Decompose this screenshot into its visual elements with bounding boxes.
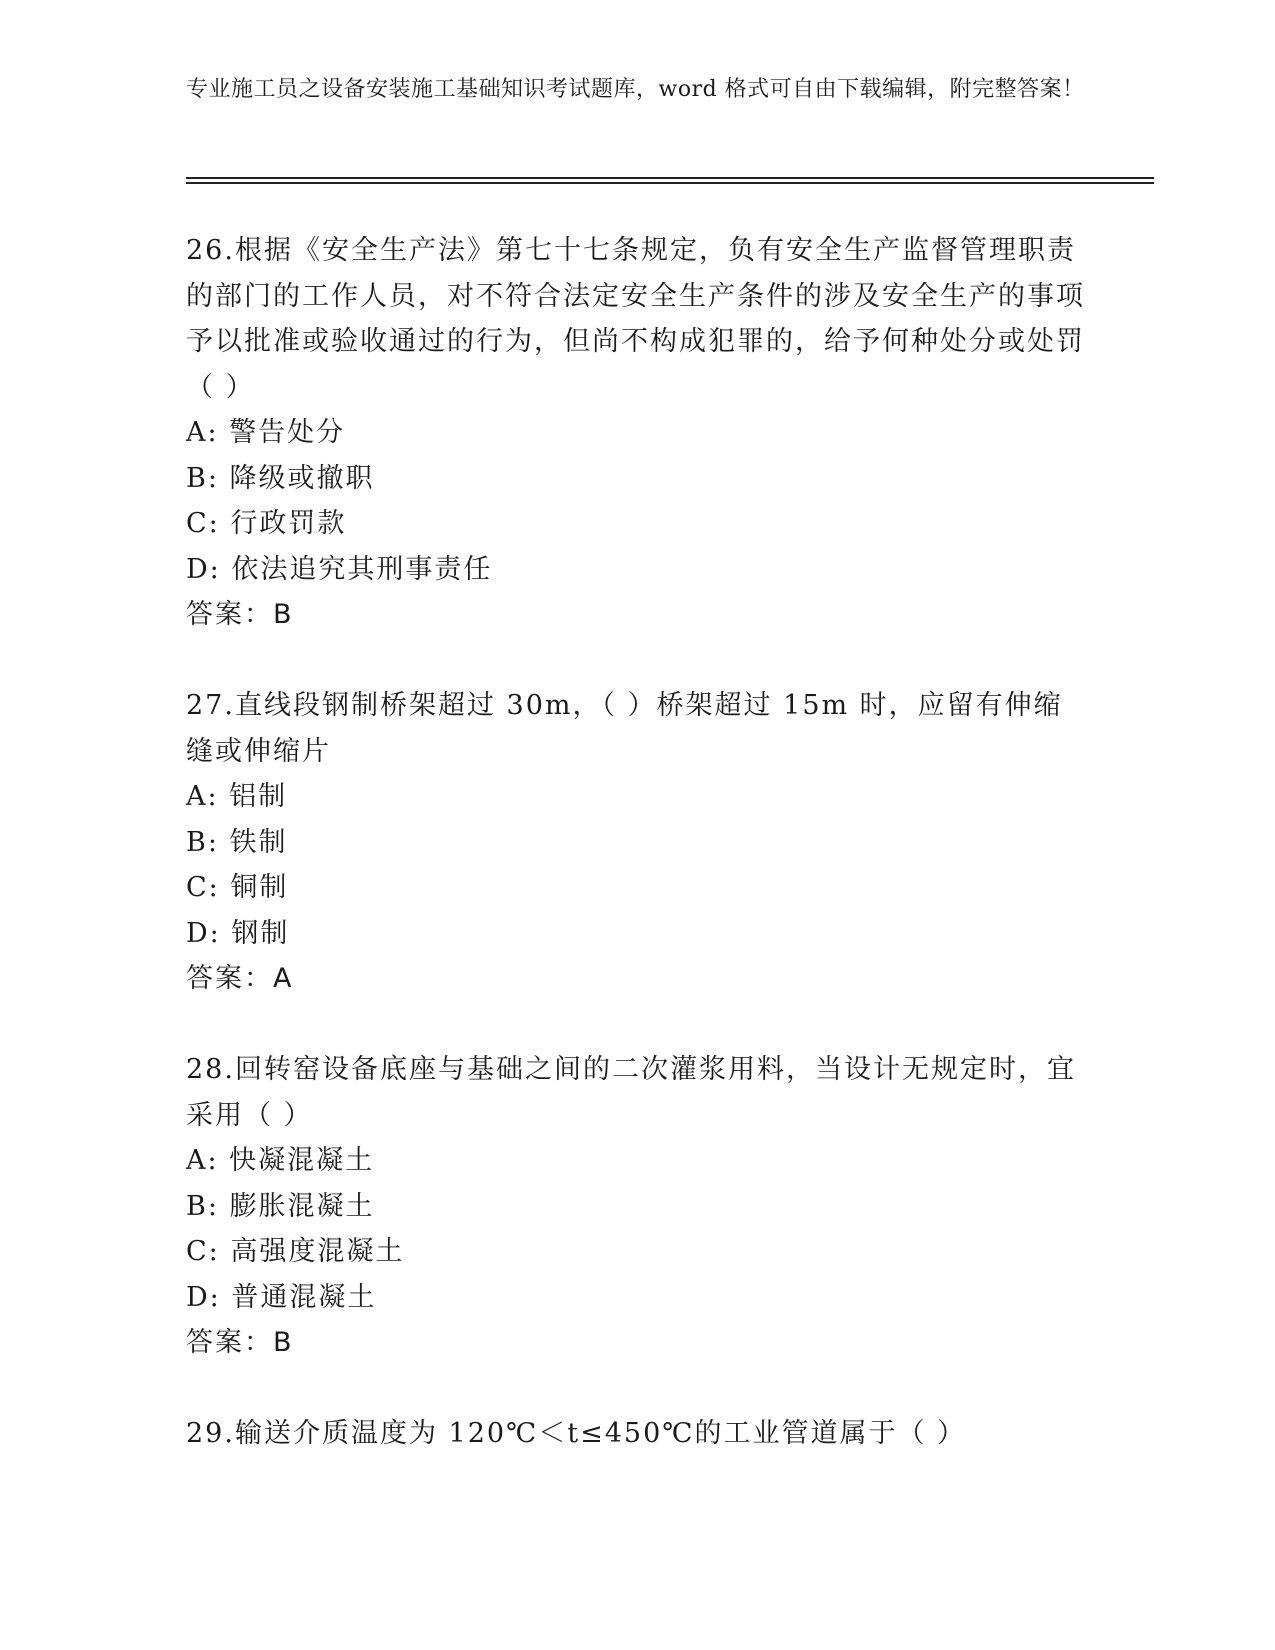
question-stem: 27.直线段钢制桥架超过 30m，（ ）桥架超过 15m 时，应留有伸缩缝或伸缩片	[186, 690, 1063, 767]
option-c: C: 高强度混凝土	[186, 1236, 405, 1267]
option-c: C: 行政罚款	[186, 508, 347, 539]
answer: 答案：B	[186, 599, 294, 630]
question-list	[186, 228, 1086, 1457]
option-d: D: 普通混凝土	[186, 1281, 377, 1313]
option-b: B: 铁制	[186, 826, 288, 858]
question-26	[186, 228, 1086, 638]
answer: 答案：A	[186, 963, 294, 994]
question-stem: 26.根据《安全生产法》第七十七条规定，负有安全生产监督管理职责的部门的工作人员，对不符合法定安全生产条件的涉及安全生产的事项予以批准或验收通过的行为，但尚不构成犯罪的，给予何种处分或处罚（ ）	[186, 235, 1085, 403]
option-a: A: 铝制	[186, 781, 288, 812]
option-d: D: 依法追究其刑事责任	[186, 553, 493, 585]
option-a: A: 快凝混凝土	[186, 1145, 375, 1176]
answer: 答案：B	[186, 1327, 294, 1358]
option-d: D: 钢制	[186, 917, 290, 949]
header-divider-bottom	[186, 182, 1154, 184]
option-a: A: 警告处分	[186, 417, 346, 448]
option-b: B: 降级或撤职	[186, 462, 375, 494]
question-stem: 29.输送介质温度为 120℃＜t≤450℃的工业管道属于（ ）	[186, 1418, 967, 1449]
question-29	[186, 1411, 1086, 1457]
question-27	[186, 683, 1086, 1002]
option-c: C: 铜制	[186, 872, 289, 903]
header-divider-top	[186, 177, 1154, 179]
option-b: B: 膨胀混凝土	[186, 1190, 375, 1222]
question-stem: 28.回转窑设备底座与基础之间的二次灌浆用料，当设计无规定时，宜采用（ ）	[186, 1054, 1076, 1131]
question-28	[186, 1047, 1086, 1366]
document-header: 专业施工员之设备安装施工基础知识考试题库，word 格式可自由下载编辑，附完整答案！	[186, 77, 1085, 102]
